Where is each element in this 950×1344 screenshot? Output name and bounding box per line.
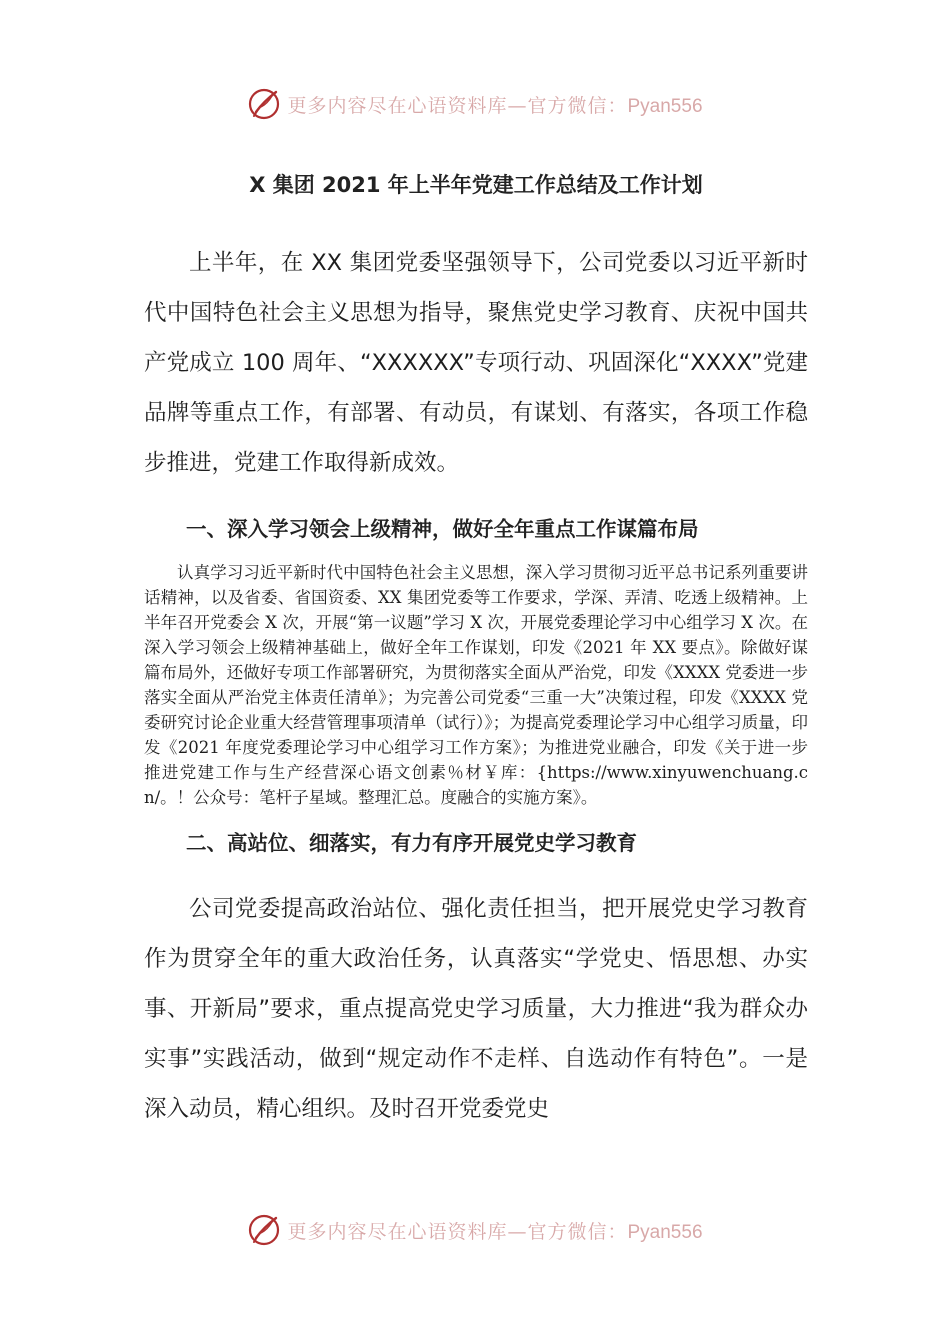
watermark-text: 更多内容尽在心语资料库—官方微信：Pyan556	[287, 1220, 703, 1243]
intro-paragraph: 上半年，在 XX 集团党委坚强领导下，公司党委以习近平新时代中国特色社会主义思想为指导，聚焦党史学习教育、庆祝中国共产党成立 100 周年、“XXXXXX”专项行动、巩固深化“XXXX”党建品牌等重点工作，有部署、有动员，有谋划、有落实，各项工作稳步推进，党建工作取得新成效。	[144, 250, 808, 476]
section-2-paragraph: 公司党委提高政治站位、强化责任担当，把开展党史学习教育作为贯穿全年的重大政治任务，认真落实“学党史、悟思想、办实事、开新局”要求，重点提高党史学习质量，大力推进“我为群众办实事”实践活动，做到“规定动作不走样、自选动作有特色”。一是深入动员，精心组织。及时召开党委党史	[144, 896, 808, 1122]
watermark-text: 更多内容尽在心语资料库—官方微信：Pyan556	[287, 94, 703, 117]
document-title: X 集团 2021 年上半年党建工作总结及工作计划	[249, 173, 703, 197]
header-watermark	[0, 82, 950, 126]
section-1-heading: 一、深入学习领会上级精神，做好全年重点工作谋篇布局	[186, 517, 699, 541]
quill-logo-icon	[247, 87, 281, 121]
section-2-heading: 二、高站位、细落实，有力有序开展党史学习教育	[186, 831, 637, 855]
wechat-id: Pyan556	[627, 95, 703, 117]
footer-watermark	[0, 1208, 950, 1252]
wechat-id: Pyan556	[627, 1221, 703, 1243]
quill-logo-icon	[247, 1213, 281, 1247]
section-1-paragraph: 认真学习习近平新时代中国特色社会主义思想，深入学习贯彻习近平总书记系列重要讲话精神，以及省委、省国资委、XX 集团党委等工作要求，学深、弄清、吃透上级精神。上半年召开党委会 X 次，开展“第一议题”学习 X 次，开展党委理论学习中心组学习 X 次。在深入学习领会上级精神基础上，做好全年工作谋划，印发《2021 年 XX 要点》。除做好谋篇布局外，还做好专项工作部署研究，为贯彻落实全面从严治党，印发《XXXX 党委进一步落实全面从严治党主体责任清单》；为完善公司党委“三重一大”决策过程，印发《XXXX 党委研究讨论企业重大经营管理事项清单（试行）》；为提高党委理论学习中心组学习质量，印发《2021 年度党委理论学习中心组学习工作方案》；为推进党业融合，印发《关于进一步推进党建工作与生产经营深心语文创素％材￥库：{https://www.xinyuwenchuang.cn/。！公众号：笔杆子星域。整理汇总。度融合的实施方案》。	[144, 563, 808, 807]
document-body	[144, 170, 808, 1134]
